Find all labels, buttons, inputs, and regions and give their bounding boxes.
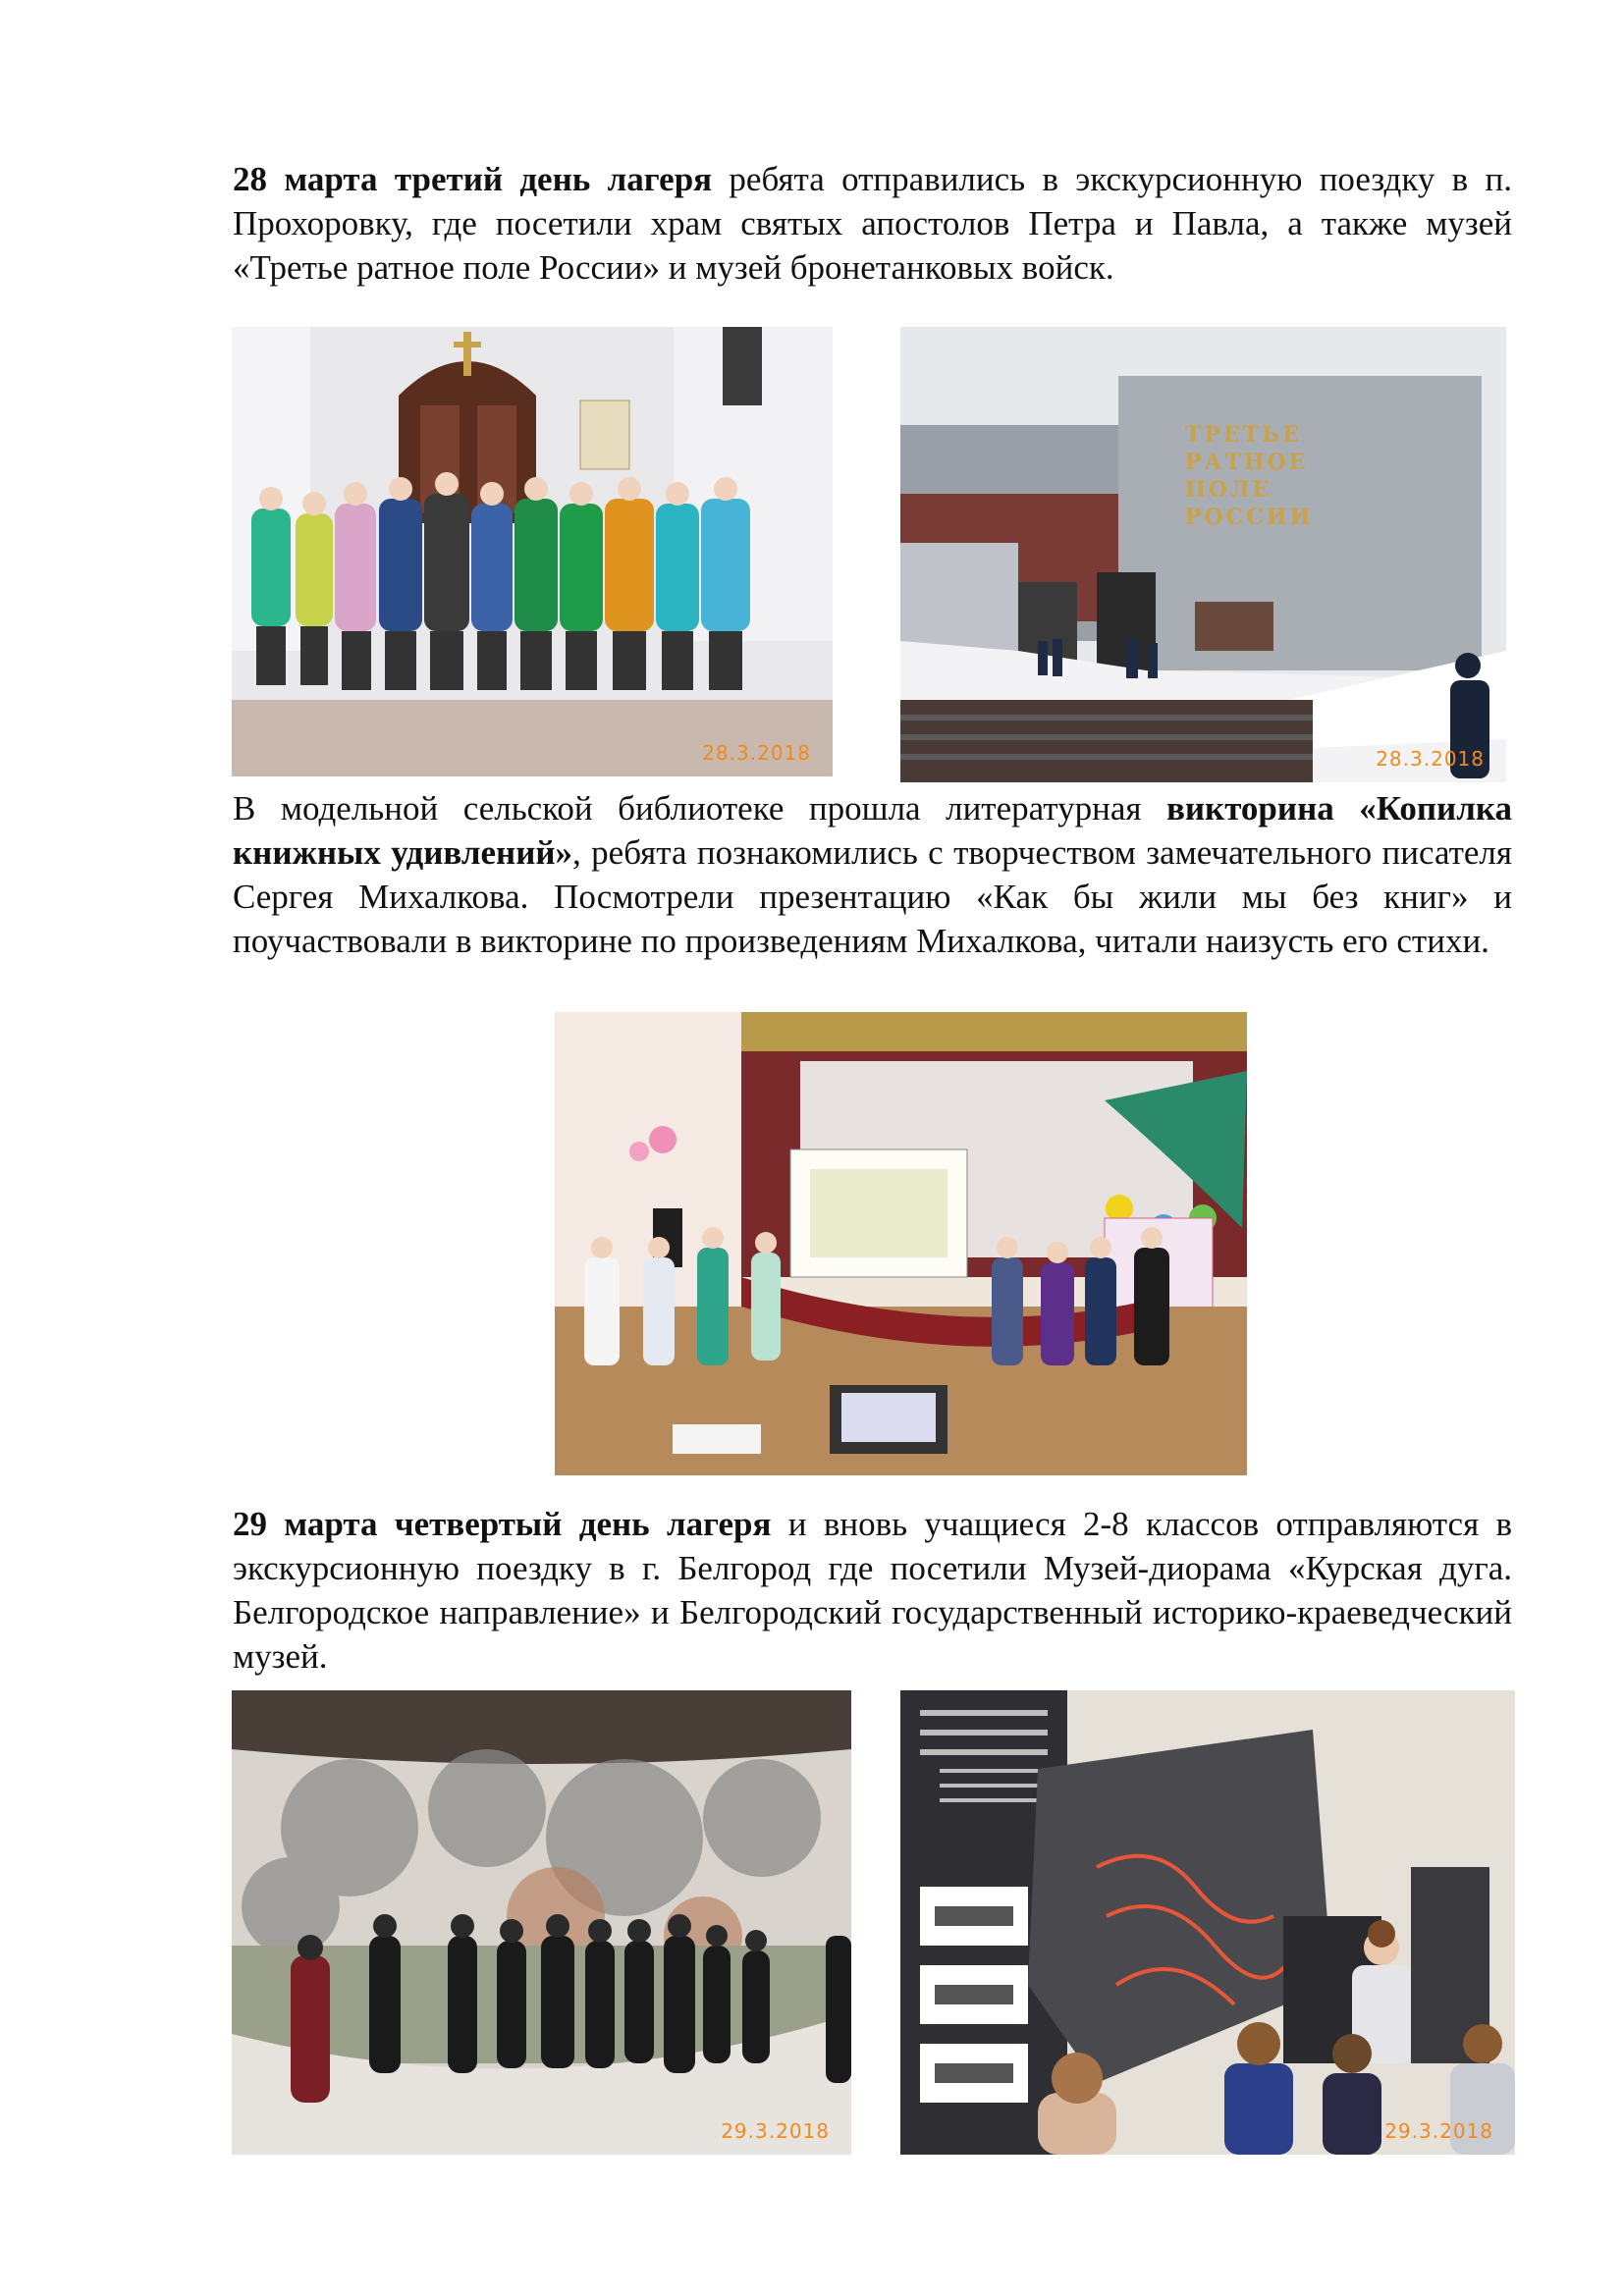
paragraph-march-28 — [233, 157, 1512, 290]
photo-church-group — [232, 327, 833, 776]
date-stamp: 28.3.2018 — [702, 741, 811, 765]
date-stamp: 29.3.2018 — [721, 2119, 830, 2143]
museum-building-illustration — [900, 327, 1506, 782]
paragraph-march-28-text: ребята отправились в экскурсионную поездку в п. Прохоровку, где посетили храм святых апостолов Петра и Павла, а также музей «Третье ратное поле России» и музей бронетанковых войск. — [233, 160, 1512, 287]
church-group-illustration — [232, 327, 833, 776]
paragraph-march-28-lead: 28 марта третий день лагеря — [233, 160, 713, 198]
photo-library-event — [555, 1012, 1247, 1475]
paragraph-library-quiz-title: викторина «Копилка книжных удивлений» — [233, 789, 1512, 872]
paragraph-march-29-text: и вновь учащиеся 2-8 классов отправляются в экскурсионную поездку в г. Белгород где посетили Музей-диорама «Курская дуга. Белгородское направление» и Белгородский государственный историко-краеведческий музей. — [233, 1505, 1513, 1676]
photo-museum-building — [900, 327, 1506, 782]
paragraph-march-29 — [233, 1502, 1512, 1679]
diorama-illustration — [232, 1690, 851, 2155]
photo-map-exhibit — [900, 1690, 1515, 2155]
library-event-illustration — [555, 1012, 1247, 1475]
paragraph-library-text-b: , ребята познакомились с творчеством замечательного писателя Сергея Михалкова. Посмотрели презентацию «Как бы жили мы без книг» и поучаствовали в викторине по произведениям Михалкова, читали наизусть его стихи. — [233, 833, 1512, 960]
photo-diorama — [232, 1690, 851, 2155]
paragraph-march-29-lead: 29 марта четвертый день лагеря — [233, 1505, 772, 1543]
map-exhibit-illustration — [900, 1690, 1515, 2155]
paragraph-library-quiz — [233, 786, 1512, 963]
date-stamp: 29.3.2018 — [1384, 2119, 1493, 2143]
paragraph-library-text-a: В модельной сельской библиотеке прошла литературная — [233, 789, 1166, 828]
date-stamp: 28.3.2018 — [1376, 747, 1485, 771]
museum-sign: ТРЕТЬЕ РАТНОЕ ПОЛЕ РОССИИ — [1185, 422, 1314, 530]
